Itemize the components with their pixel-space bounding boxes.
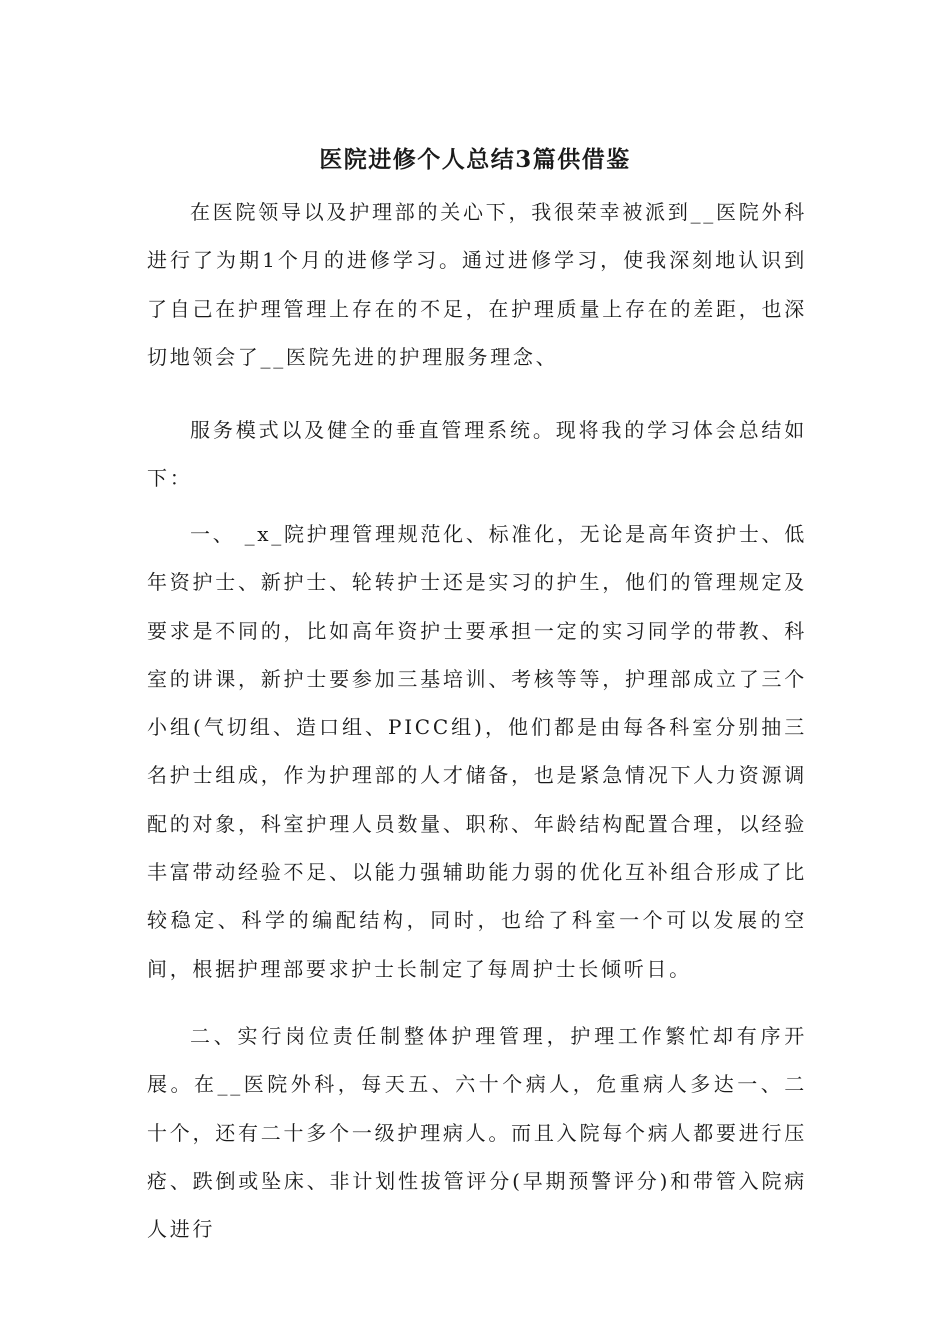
paragraph-intro: 在医院领导以及护理部的关心下，我很荣幸被派到__医院外科进行了为期1个月的进修学习。通过进修学习，使我深刻地认识到了自己在护理管理上存在的不足，在护理质量上存在的差距，也深切地领会了__医院先进的护理服务理念、 bbox=[147, 200, 807, 369]
document-title: 医院进修个人总结3篇供借鉴 bbox=[319, 146, 631, 173]
paragraph-section-1: 一、 _x_院护理管理规范化、标准化，无论是高年资护士、低年资护士、新护士、轮转护士还是实习的护生，他们的管理规定及要求是不同的，比如高年资护士要承担一定的实习同学的带教、科室的讲课，新护士要参加三基培训、考核等等，护理部成立了三个小组(气切组、造口组、PICC组)，他们都是由每各科室分别抽三名护士组成，作为护理部的人才储备，也是紧急情况下人力资源调配的对象，科室护理人员数量、职称、年龄结构配置合理，以经验丰富带动经验不足、以能力强辅助能力弱的优化互补组合形成了比较稳定、科学的编配结构，同时，也给了科室一个可以发展的空间，根据护理部要求护士长制定了每周护士长倾听日。 bbox=[147, 522, 807, 981]
paragraph-section-2: 二、实行岗位责任制整体护理管理，护理工作繁忙却有序开展。在__医院外科，每天五、六十个病人，危重病人多达一、二十个，还有二十多个一级护理病人。而且入院每个病人都要进行压疮、跌倒或坠床、非计划性拔管评分(早期预警评分)和带管入院病人进行 bbox=[147, 1024, 807, 1242]
paragraph-summary-lead: 服务模式以及健全的垂直管理系统。现将我的学习体会总结如下： bbox=[147, 418, 807, 491]
